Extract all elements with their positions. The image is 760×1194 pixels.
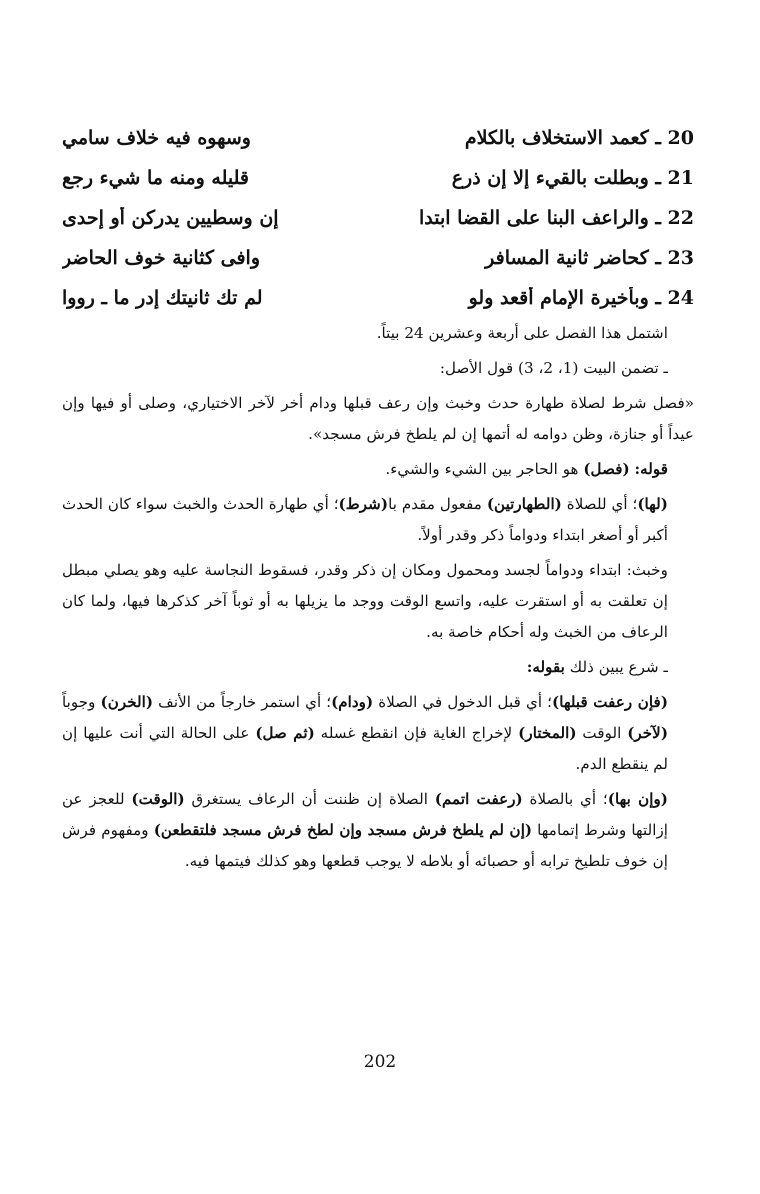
key-term: (الوقت): [131, 790, 185, 808]
key-term: (المختار): [518, 724, 577, 742]
commentary-text: ؛ أي طهارة الحدث والخبث سواء كان الحدث أكبر أو أصغر ابتداء ودواماً ذكر وقدر أولاً.: [62, 495, 668, 544]
commentary-text: ـ شرع يبين ذلك: [564, 658, 668, 676]
commentary-text: للعجز عن إزالتها وشرط إتمامها: [62, 790, 669, 839]
key-term: (لها): [637, 495, 668, 513]
key-term: (رعفت اتمم): [434, 790, 523, 808]
commentary-ruaf-during: [62, 784, 694, 877]
original-text-quote: «فصل شرط لصلاة طهارة حدث وخبث وإن رعف قبلها ودام أخر لآخر الاختياري، وصلى أو فيها وإن عيداً أو جنازة، وظن دوامه له أتمها إن لم يلطخ فرش مسجد».: [62, 394, 694, 443]
commentary-text: الصلاة إن ظننت أن الرعاف يستغرق: [184, 790, 435, 808]
commentary-text: على الحالة التي أنت عليها إن لم ينقطع الدم.: [62, 724, 668, 773]
commentary-text: ؛ أي قبل الدخول في الصلاة: [373, 693, 553, 711]
key-term: (الطهارتين): [486, 495, 562, 513]
commentary-text: الوقت: [576, 724, 628, 742]
key-term: (إن لم يلطخ فرش مسجد وإن لطخ فرش مسجد فلتقطعن): [153, 821, 533, 839]
commentary-khabath: وخبث: ابتداء ودواماً لجسد ومحمول ومكان إن ذكر وقدر، فسقوط النجاسة عليه وهو يصلي مبطل إن تعلقت به أو استقرت عليه، واتسع الوقت ووجد ما يزيلها به أو ثوباً آخر كذكرها فيها، ولما كان الرعاف من الخبث وله أحكام خاصة به.: [62, 561, 668, 641]
verse-second-hemistich: وسهوه فيه خلاف سامي: [62, 127, 251, 149]
verse-second-hemistich: لم تك ثانيتك إدر ما ـ رووا: [62, 287, 263, 309]
key-term: بقوله:: [526, 658, 565, 676]
commentary-text: ؛ أي للصلاة: [561, 495, 638, 513]
verse-second-hemistich: إن وسطيين يدركن أو إحدى: [62, 207, 279, 229]
verse-second-hemistich: وافى كثانية خوف الحاضر: [62, 247, 260, 269]
key-term: (فصل): [583, 460, 630, 478]
commentary-laha: [62, 489, 694, 551]
commentary-text: ؛ أي استمر خارجاً من الأنف: [153, 693, 332, 711]
key-term: (فإن رعفت قبلها): [552, 693, 669, 711]
commentary-text: ؛ أي بالصلاة: [522, 790, 608, 808]
verse-first-hemistich: 24 ـ وبأخيرة الإمام أقعد ولو: [468, 287, 694, 309]
verse-first-hemistich: 22 ـ والراعف البنا على القضا ابتدا: [418, 207, 694, 229]
verse-reference-line: ـ تضمن البيت (1، 2، 3) قول الأصل:: [439, 359, 668, 377]
verse-line: [62, 158, 694, 198]
commentary-text: هو الحاجر بين الشيء والشيء.: [385, 460, 584, 478]
verse-list: [62, 118, 694, 318]
key-term: (وإن بها): [607, 790, 668, 808]
verse-first-hemistich: 20 ـ كعمد الاستخلاف بالكلام: [464, 127, 694, 149]
page-number: 202: [363, 1052, 397, 1072]
verse-line: [62, 238, 694, 278]
verse-first-hemistich: 23 ـ كحاضر ثانية المسافر: [485, 247, 694, 269]
commentary-text: مفعول مقدم با: [388, 495, 487, 513]
key-term: (ثم صل): [255, 724, 315, 742]
key-term: (ودام): [331, 693, 374, 711]
commentary-text: لإخراج الغاية فإن انقطع غسله: [314, 724, 519, 742]
commentary-fasl: [62, 454, 694, 485]
verse-line: [62, 278, 694, 318]
key-term: (شرط): [338, 495, 389, 513]
commentary-intro: [62, 652, 694, 683]
key-term: قوله:: [634, 460, 668, 478]
verse-first-hemistich: 21 ـ وبطلت بالقيء إلا إن ذرع: [451, 167, 694, 189]
page-body: [62, 118, 694, 881]
verse-line: [62, 118, 694, 158]
commentary-text: وجوباً: [62, 693, 101, 711]
verse-line: [62, 198, 694, 238]
commentary-ruaf-before: [62, 687, 694, 780]
key-term: (الخرن): [100, 693, 154, 711]
verse-second-hemistich: قليله ومنه ما شيء رجع: [62, 167, 250, 189]
summary-line: اشتمل هذا الفصل على أربعة وعشرين 24 بيتاً.: [376, 324, 668, 342]
key-term: (لآخر): [627, 724, 669, 742]
commentary-text: ومفهوم فرش إن خوف تلطيخ ترابه أو حصبائه أو بلاطه لا يوجب قطعها وهو كذلك فيتمها فيه.: [62, 821, 668, 870]
